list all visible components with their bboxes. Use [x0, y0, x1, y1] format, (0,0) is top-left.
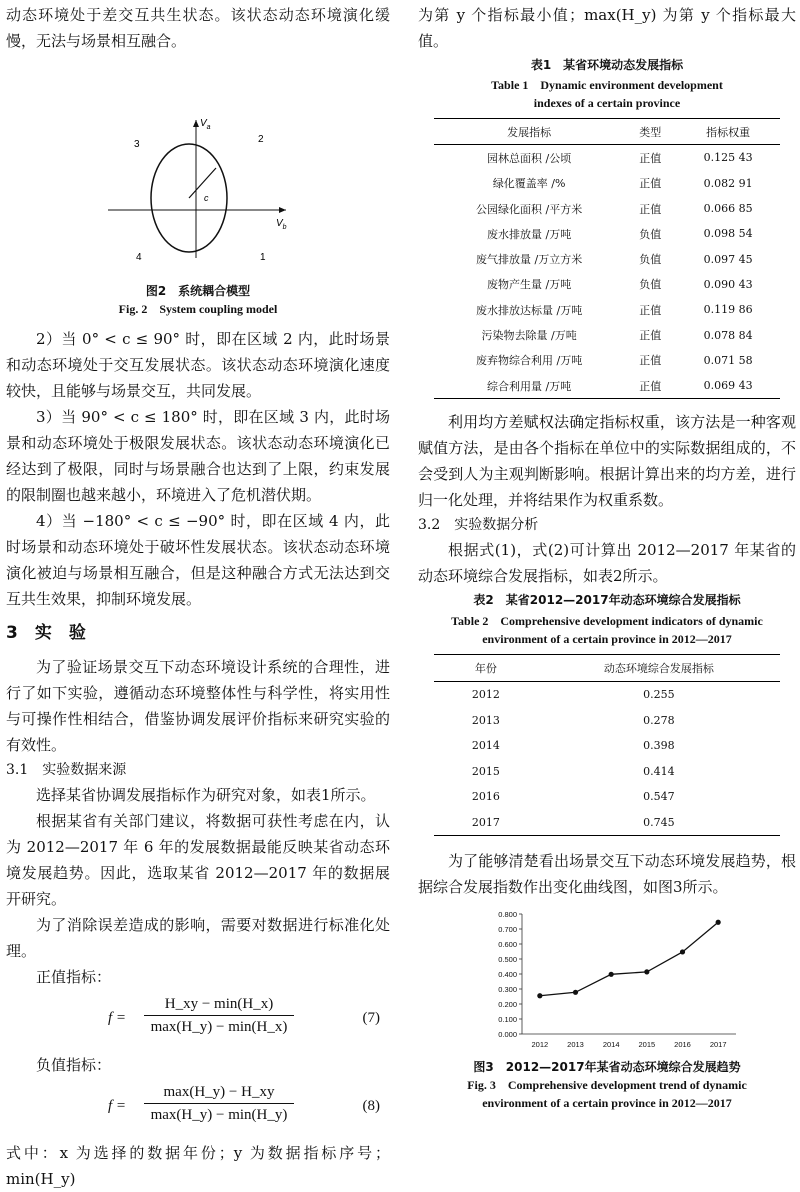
- angle-label: c: [204, 193, 209, 203]
- y-tick-label: 0.500: [498, 954, 517, 964]
- table-cell: 废弃物综合利用 /万吨: [476, 354, 583, 368]
- table-cell: 正值: [639, 151, 662, 165]
- table-cell: 0.078 84: [703, 328, 753, 342]
- table-cell: 公园绿化面积 /平方米: [476, 202, 583, 216]
- x-tick-label: 2012: [531, 1039, 549, 1049]
- region-3-label: 3: [134, 139, 140, 150]
- table-2-caption-en: environment of a certain province in 2012—2017: [482, 632, 732, 647]
- table-cell: 2017: [471, 815, 500, 829]
- table-cell: 绿化覆盖率 /%: [492, 177, 566, 191]
- table-row: [434, 246, 780, 271]
- table-row: [434, 145, 780, 171]
- table-cell: 0.082 91: [703, 176, 753, 190]
- table-1: [434, 118, 780, 399]
- data-point: [644, 969, 649, 974]
- column-header: 类型: [639, 125, 662, 139]
- table-row: [434, 758, 780, 784]
- equation-number: (8): [362, 1098, 380, 1114]
- paragraph: 根据某省有关部门建议，将数据可获性考虑在内，认为 2012—2017 年 6 年的发展数据最能反映某省动态环境发展趋势。因此，选取某省 2012—2017 年的数据展开研究。: [6, 812, 390, 908]
- table-cell: 正值: [639, 354, 662, 368]
- table-row: [434, 681, 780, 707]
- y-tick-label: 0.200: [498, 999, 517, 1009]
- y-tick-label: 0.300: [498, 984, 517, 994]
- table-cell: 0.414: [643, 764, 675, 778]
- paragraph: 为了验证场景交互下动态环境设计系统的合理性，进行了如下实验，遵循动态环境整体性与科学性，将实用性与可操作性相结合，借鉴协调发展评价指标来研究实验的有效性。: [6, 658, 390, 754]
- paragraph: 2）当 0° < c ≤ 90° 时，即在区域 2 内，此时场景和动态环境处于交互发展状态。该状态动态环境演化速度较快，且能够与场景交互，共同发展。: [6, 330, 390, 400]
- table-cell: 0.098 54: [703, 227, 753, 241]
- table-cell: 0.745: [643, 815, 675, 829]
- data-point: [609, 971, 614, 976]
- subsection-heading: 3.1 实验数据来源: [6, 762, 127, 778]
- paragraph: 4）当 −180° < c ≤ −90° 时，即在区域 4 内，此时场景和动态环境处于破坏性发展状态。该状态动态环境演化被迫与场景相互融合，但是这种融合方式无法达到交互共生效果，抑制环境发展。: [6, 512, 390, 608]
- table-row: [434, 196, 780, 221]
- table-1-caption-cn: 表1 某省环境动态发展指标: [530, 58, 684, 72]
- table-cell: 废水排放量 /万吨: [487, 227, 572, 241]
- paragraph: 3）当 90° < c ≤ 180° 时，即在区域 3 内，此时场景和动态环境处于极限发展状态。该状态动态环境演化已经达到了极限，同时与场景融合也达到了上限，约束发展的限制圈也越来越小，环境进入了危机潜伏期。: [6, 408, 390, 504]
- data-point: [680, 949, 685, 954]
- figure-3-caption-en: environment of a certain province in 2012—2017: [482, 1095, 732, 1110]
- y-tick-label: 0.700: [498, 924, 517, 934]
- column-header: 年份: [474, 662, 497, 676]
- table-row: [434, 809, 780, 835]
- y-axis-label: $V_a$: [200, 118, 211, 131]
- equation-7: [6, 990, 390, 1052]
- data-point: [573, 989, 578, 994]
- left-column: [6, 0, 390, 1192]
- table-cell: 0.090 43: [703, 277, 753, 291]
- table-row: [434, 171, 780, 196]
- equation-8: [6, 1078, 390, 1140]
- table-cell: 正值: [639, 202, 662, 216]
- paragraph: 式中：x 为选择的数据年份；y 为数据指标序号；min(H_y): [6, 1144, 390, 1188]
- y-tick-label: 0.400: [498, 969, 517, 979]
- region-2-label: 2: [258, 134, 264, 145]
- table-row: [434, 733, 780, 759]
- column-header: 动态环境综合发展指标: [603, 662, 714, 676]
- subsection-heading: 3.2 实验数据分析: [418, 517, 539, 534]
- table-cell: 0.398: [643, 739, 675, 753]
- trend-line-chart: [418, 906, 796, 1056]
- formula-label: 负值指标：: [36, 1056, 112, 1074]
- table-cell: 0.069 43: [703, 379, 753, 393]
- table-row: [434, 272, 780, 297]
- table-row: [434, 322, 780, 347]
- y-axis-arrow: [193, 120, 199, 127]
- series-line: [540, 922, 718, 996]
- coupling-model-diagram: [6, 54, 390, 276]
- table-cell: 废气排放量 /万立方米: [476, 253, 583, 267]
- table-row: [434, 784, 780, 810]
- equation-denominator: max(H_y) − min(H_x): [150, 1019, 288, 1035]
- y-tick-label: 0.000: [498, 1029, 517, 1039]
- table-cell: 负值: [639, 227, 662, 241]
- table-cell: 负值: [639, 253, 662, 267]
- table-cell: 0.125 43: [703, 151, 753, 165]
- table-2-caption-en: Table 2 Comprehensive development indicators of dynamic: [451, 614, 763, 629]
- table-cell: 2015: [471, 764, 500, 778]
- section-heading: 3 实 验: [6, 623, 86, 643]
- table-cell: 废水排放达标量 /万吨: [476, 303, 583, 317]
- table-cell: 正值: [639, 303, 662, 317]
- table-header-row: [434, 119, 780, 145]
- table-cell: 负值: [639, 278, 662, 292]
- table-cell: 正值: [639, 329, 662, 343]
- figure-3: [418, 906, 796, 1056]
- paragraph: 选择某省协调发展指标作为研究对象，如表1所示。: [36, 786, 376, 804]
- paragraph: 利用均方差赋权法确定指标权重，该方法是一种客观赋值方法，是由各个指标在单位中的实际数据组成的，不会受到人为主观判断影响。根据计算出来的均方差，进行归一化处理，并将结果作为权重系数。: [418, 413, 796, 510]
- figure-3-caption-en: Fig. 3 Comprehensive development trend of dynamic: [467, 1077, 747, 1092]
- angle-radius: [189, 168, 216, 198]
- table-cell: 0.097 45: [703, 252, 753, 266]
- equation-lhs: f =: [108, 1098, 127, 1114]
- figure-3-caption-cn: 图3 2012—2017年某省动态环境综合发展趋势: [473, 1059, 741, 1074]
- table-cell: 正值: [639, 177, 662, 191]
- column-header: 指标权重: [706, 125, 751, 139]
- y-tick-label: 0.100: [498, 1014, 517, 1024]
- region-4-label: 4: [136, 252, 142, 263]
- paragraph: 为了消除误差造成的影响，需要对数据进行标准化处理。: [6, 916, 390, 960]
- table-cell: 0.547: [643, 790, 675, 804]
- table-cell: 2014: [471, 739, 500, 753]
- table-cell: 2016: [471, 790, 500, 804]
- table-cell: 0.066 85: [703, 202, 753, 216]
- equation-number: (7): [362, 1010, 380, 1026]
- right-column: [418, 0, 796, 1112]
- x-tick-label: 2015: [638, 1039, 656, 1049]
- table-2-caption-cn: 表2 某省2012—2017年动态环境综合发展指标: [473, 593, 741, 608]
- region-1-label: 1: [260, 252, 266, 263]
- table-row: [434, 707, 780, 733]
- x-axis-label: $V_b$: [276, 218, 287, 231]
- data-point: [537, 993, 542, 998]
- table-row: [434, 221, 780, 246]
- figure-2: [6, 54, 390, 276]
- table-1-caption-en: indexes of a certain province: [533, 96, 681, 110]
- column-header: 发展指标: [507, 125, 552, 139]
- table-cell: 园林总面积 /公顷: [487, 151, 572, 165]
- paragraph: 为第 y 个指标最小值；max(H_y) 为第 y 个指标最大值。: [418, 6, 796, 50]
- x-axis-arrow: [279, 207, 286, 213]
- table-cell: 正值: [639, 379, 662, 393]
- table-row: [434, 297, 780, 322]
- paragraph: 动态环境处于差交互共生状态。该状态动态环境演化缓慢，无法与场景相互融合。: [6, 6, 390, 50]
- x-tick-label: 2013: [567, 1039, 584, 1049]
- table-cell: 0.119 86: [703, 303, 753, 317]
- paragraph: 为了能够清楚看出场景交互下动态环境发展趋势，根据综合发展指数作出变化曲线图，如图3所示。: [418, 851, 796, 896]
- y-tick-label: 0.600: [498, 939, 517, 949]
- x-tick-label: 2014: [602, 1039, 620, 1049]
- figure-2-caption-cn: 图2 系统耦合模型: [145, 284, 251, 298]
- table-cell: 综合利用量 /万吨: [487, 379, 572, 393]
- table-cell: 0.071 58: [703, 353, 753, 367]
- equation-numerator: H_xy − min(H_x): [144, 996, 294, 1016]
- paragraph: 根据式(1)，式(2)可计算出 2012—2017 年某省的动态环境综合发展指标，如表2所示。: [418, 541, 796, 586]
- table-cell: 废物产生量 /万吨: [487, 278, 572, 292]
- equation-fraction: [144, 1084, 294, 1124]
- x-tick-label: 2017: [709, 1039, 727, 1049]
- table-cell: 0.255: [643, 688, 675, 702]
- table-row: [434, 348, 780, 373]
- table-1-caption-en: Table 1 Dynamic environment development: [491, 78, 723, 92]
- equation-fraction: [144, 996, 294, 1036]
- table-cell: 2013: [471, 713, 500, 727]
- table-row: [434, 373, 780, 399]
- table-cell: 2012: [471, 688, 500, 702]
- equation-denominator: max(H_y) − min(H_y): [150, 1107, 288, 1123]
- equation-lhs: f =: [108, 1010, 127, 1026]
- figure-2-caption-en: Fig. 2 System coupling model: [118, 302, 278, 316]
- formula-label: 正值指标：: [36, 968, 112, 986]
- data-point: [716, 919, 721, 924]
- table-cell: 污染物去除量 /万吨: [481, 329, 577, 343]
- table-header-row: [434, 655, 780, 682]
- y-tick-label: 0.800: [498, 909, 517, 919]
- x-tick-label: 2016: [674, 1039, 691, 1049]
- equation-numerator: max(H_y) − H_xy: [144, 1084, 294, 1104]
- table-cell: 0.278: [643, 713, 675, 727]
- table-2: [434, 654, 780, 836]
